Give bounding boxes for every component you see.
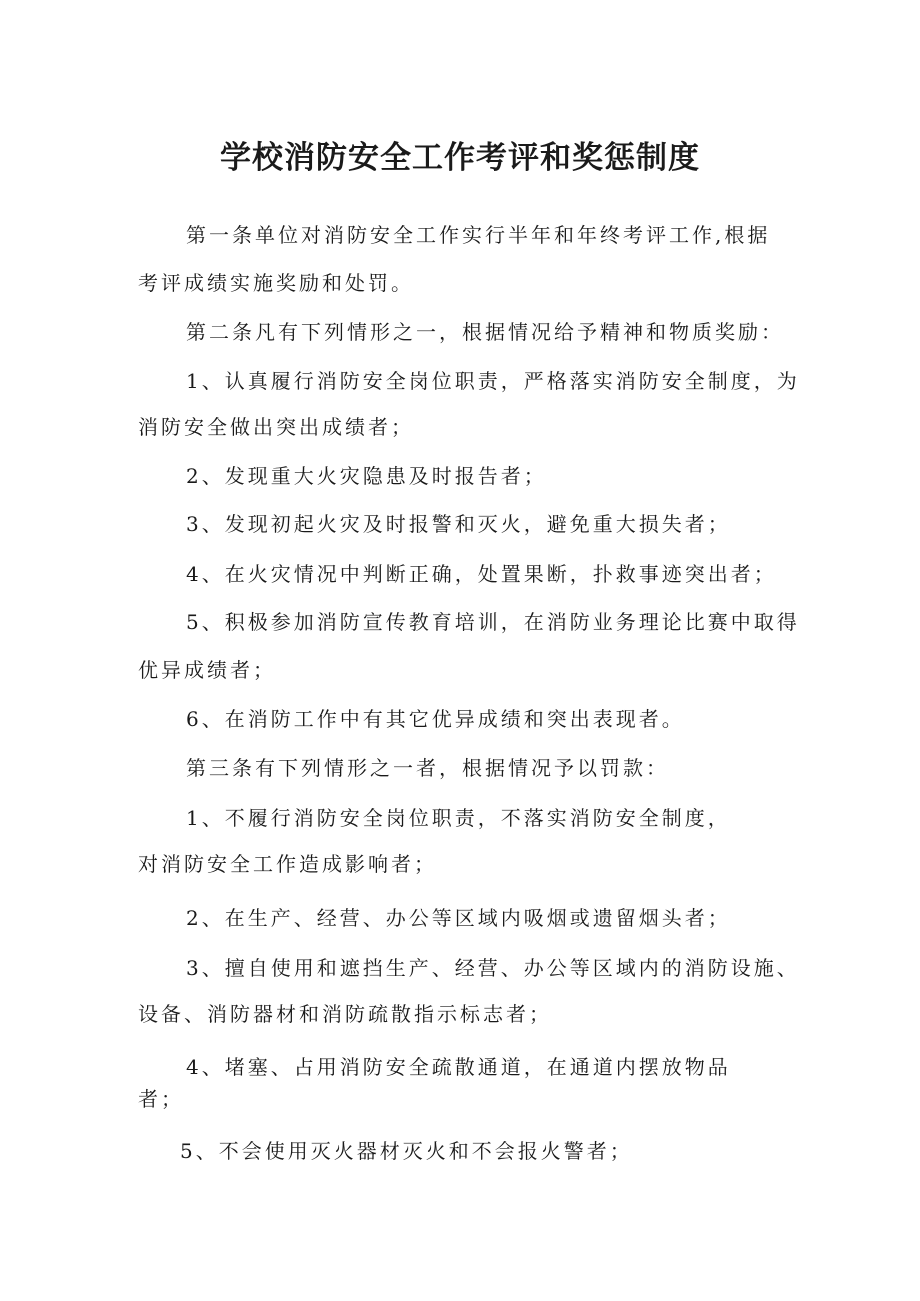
paragraph-article-1 bbox=[138, 210, 802, 308]
document-title: 学校消防安全工作考评和奖惩制度 bbox=[220, 140, 700, 176]
paragraph-line: 第二条凡有下列情形之一，根据情况给予精神和物质奖励： bbox=[186, 320, 784, 344]
paragraph-line: 2、发现重大火灾隐患及时报告者； bbox=[186, 464, 547, 488]
paragraph-article-3 bbox=[138, 743, 802, 793]
paragraph-line: 第三条有下列情形之一者，根据情况予以罚款： bbox=[186, 756, 669, 780]
paragraph-line: 1、认真履行消防安全岗位职责，严格落实消防安全制度，为 bbox=[186, 369, 800, 393]
paragraph-line: 第一条单位对消防安全工作实行半年和年终考评工作,根据 bbox=[186, 223, 771, 247]
paragraph-line: 考评成绩实施奖励和处罚。 bbox=[138, 271, 414, 295]
paragraph-line: 对消防安全工作造成影响者； bbox=[138, 852, 437, 876]
paragraph-reward-item-4 bbox=[138, 549, 802, 599]
paragraph-line: 3、擅自使用和遮挡生产、经营、办公等区域内的消防设施、 bbox=[186, 956, 800, 980]
paragraph-line: 4、在火灾情况中判断正确，处置果断，扑救事迹突出者； bbox=[186, 562, 777, 586]
paragraph-line: 1、不履行消防安全岗位职责，不落实消防安全制度， bbox=[186, 806, 731, 830]
paragraph-reward-item-5 bbox=[138, 597, 802, 695]
paragraph-line: 4、堵塞、占用消防安全疏散通道，在通道内摆放物品 bbox=[186, 1055, 731, 1079]
paragraph-penalty-item-5 bbox=[138, 1126, 802, 1176]
paragraph-penalty-item-2 bbox=[138, 893, 802, 943]
paragraph-line: 2、在生产、经营、办公等区域内吸烟或遗留烟头者； bbox=[186, 906, 731, 930]
paragraph-article-2 bbox=[138, 307, 802, 357]
paragraph-line: 者； bbox=[138, 1087, 184, 1111]
paragraph-penalty-item-3 bbox=[138, 943, 802, 1039]
paragraph-line: 6、在消防工作中有其它优异成绩和突出表现者。 bbox=[186, 707, 685, 731]
paragraph-reward-item-1 bbox=[138, 356, 802, 452]
paragraph-reward-item-2 bbox=[138, 451, 802, 501]
paragraph-reward-item-6 bbox=[138, 694, 802, 744]
paragraph-line: 3、发现初起火灾及时报警和灭火，避免重大损失者； bbox=[186, 512, 731, 536]
paragraph-line: 5、积极参加消防宣传教育培训，在消防业务理论比赛中取得 bbox=[186, 610, 800, 634]
paragraph-line: 5、不会使用灭火器材灭火和不会报火警者； bbox=[180, 1139, 633, 1163]
paragraph-line: 设备、消防器材和消防疏散指示标志者； bbox=[138, 1002, 552, 1026]
paragraph-penalty-item-1 bbox=[138, 793, 802, 889]
paragraph-reward-item-3 bbox=[138, 499, 802, 549]
paragraph-line: 优异成绩者； bbox=[138, 658, 276, 682]
paragraph-penalty-item-4 bbox=[138, 1042, 802, 1124]
paragraph-line: 消防安全做出突出成绩者； bbox=[138, 415, 414, 439]
